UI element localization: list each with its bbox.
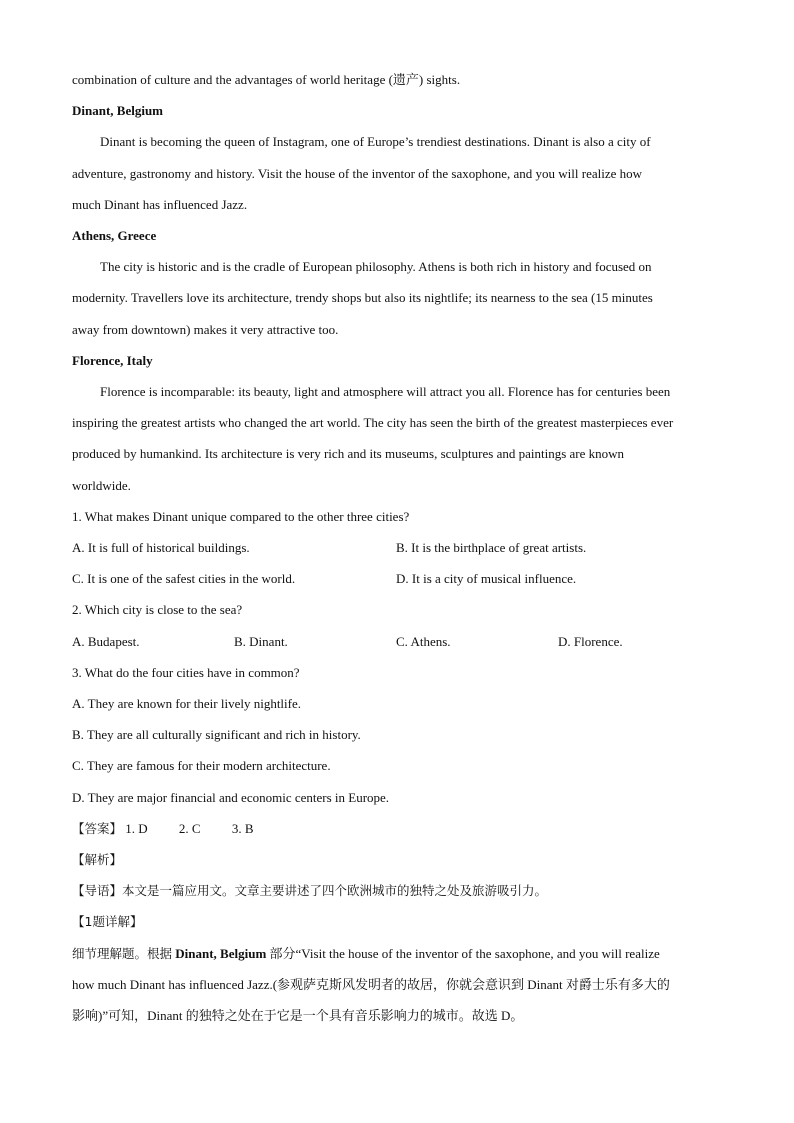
city-text-line: Florence is incomparable: its beauty, light and atmosphere will attract you all. Florence has for centuries been (100, 384, 671, 400)
option-row (72, 532, 724, 563)
option-c: C. They are famous for their modern architecture. (72, 758, 331, 774)
question-1 (72, 501, 724, 595)
city-text-line: The city is historic and is the cradle of European philosophy. Athens is both rich in history and focused on (100, 259, 652, 275)
city-text-line: worldwide. (72, 477, 131, 493)
option-a: A. They are known for their lively nightlife. (72, 696, 302, 712)
answer-line (72, 813, 724, 844)
option-row (72, 563, 724, 594)
document-page (72, 64, 724, 1031)
question-stem: 3. What do the four cities have in common? (72, 664, 300, 680)
option-d: D. Florence. (558, 633, 623, 649)
city-text-line: away from downtown) makes it very attractive too. (72, 321, 339, 337)
city-text-line: Dinant is becoming the queen of Instagram, one of Europe’s trendiest destinations. Dinant is also a city of (100, 134, 651, 150)
option-b: B. They are all culturally significant and rich in history. (72, 727, 361, 743)
option-c: C. It is one of the safest cities in the world. (72, 571, 296, 587)
detail-label: 【1题详解】 (72, 914, 143, 930)
city-section-dinant (72, 95, 724, 220)
guide-label: 【导语】 (72, 883, 123, 899)
city-text-line: much Dinant has influenced Jazz. (72, 196, 248, 212)
question-stem: 2. Which city is close to the sea? (72, 602, 243, 618)
option-a: A. It is full of historical buildings. (72, 540, 250, 556)
detail-lead: 细节理解题。根据 (72, 945, 173, 961)
option-b: B. It is the birthplace of great artists. (396, 540, 587, 556)
detail-line: how much Dinant has influenced Jazz.(参观萨克斯风发明者的故居，你就会意识到 Dinant 对爵士乐有多大的 (72, 976, 670, 992)
detail-line: 影响)”可知，Dinant 的独特之处在于它是一个具有音乐影响力的城市。故选 D。 (72, 1008, 524, 1024)
answer-item: 3. B (231, 820, 254, 836)
option-row (72, 626, 724, 657)
intro-tail: combination of culture and the advantages of world heritage (遗产) sights. (72, 72, 461, 87)
guide-line (72, 875, 724, 906)
option-c: C. Athens. (396, 633, 451, 649)
analysis-label: 【解析】 (72, 852, 123, 868)
detail-line (72, 938, 724, 969)
city-text-line: inspiring the greatest artists who changed the art world. The city has seen the birth of the greatest masterpieces ever (72, 415, 674, 431)
option-a: A. Budapest. (72, 633, 140, 649)
question-3 (72, 657, 724, 813)
city-text-line: modernity. Travellers love its architecture, trendy shops but also its nightlife; its nearness to the sea (15 minutes (72, 290, 653, 306)
question-stem: 1. What makes Dinant unique compared to the other three cities? (72, 508, 410, 524)
guide-text: 本文是一篇应用文。文章主要讲述了四个欧洲城市的独特之处及旅游吸引力。 (122, 883, 548, 899)
city-heading: Florence, Italy (72, 352, 153, 368)
city-text-line: adventure, gastronomy and history. Visit the house of the inventor of the saxophone, and you will realize how (72, 165, 643, 181)
city-heading: Dinant, Belgium (72, 103, 164, 119)
option-b: B. Dinant. (234, 633, 288, 649)
question-2 (72, 594, 724, 656)
detail-bold-ref: Dinant, Belgium (172, 945, 270, 961)
option-d: D. It is a city of musical influence. (396, 571, 577, 587)
city-heading: Athens, Greece (72, 228, 157, 244)
answer-label: 【答案】 (72, 820, 123, 836)
answer-item: 1. D (125, 820, 148, 836)
option-d: D. They are major financial and economic centers in Europe. (72, 789, 390, 805)
city-section-florence (72, 345, 724, 501)
city-section-athens (72, 220, 724, 345)
answer-item: 2. C (178, 820, 201, 836)
detail-after-ref: 部分“Visit the house of the inventor of the saxophone, and you will realize (269, 945, 660, 961)
city-text-line: produced by humankind. Its architecture is very rich and its museums, sculptures and paintings are known (72, 446, 625, 462)
